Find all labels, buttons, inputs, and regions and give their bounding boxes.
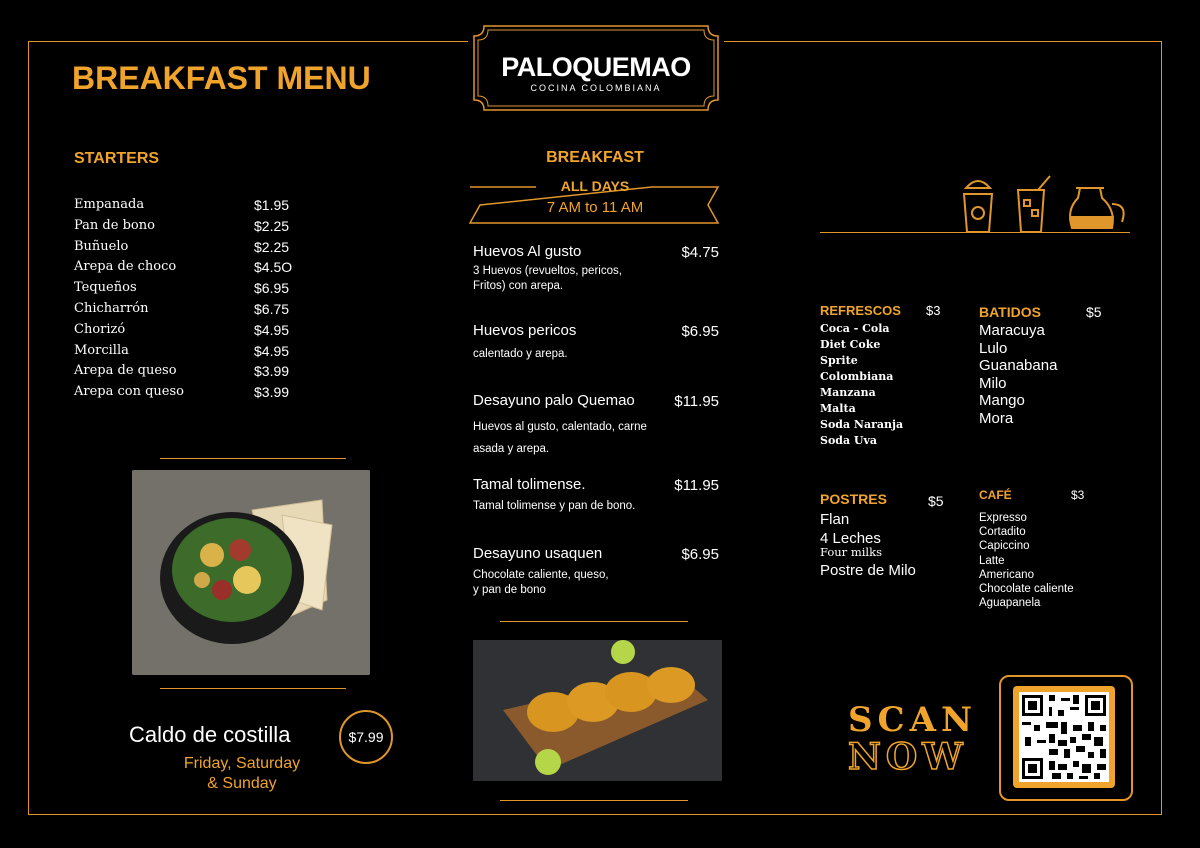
divider [820, 232, 1130, 233]
list-item: Soda Naranja [820, 418, 904, 431]
list-item: Chocolate caliente [979, 583, 1074, 596]
list-item: Capiccino [979, 540, 1030, 553]
frame-left [28, 41, 29, 815]
item-name: Huevos Al gusto [473, 243, 582, 260]
starters-heading: STARTERS [74, 150, 160, 167]
special-price: $7.99 [339, 710, 393, 764]
item-price: $4.75 [681, 244, 719, 261]
starter-item: Arepa con queso $3.99 [74, 384, 290, 401]
item-desc: Tamal tolimense y pan de bono. [473, 500, 636, 512]
starter-item: Arepa de choco $4.5O [74, 259, 293, 276]
cafe-list [979, 511, 1074, 610]
postre-item: 4 Leches [820, 530, 881, 547]
refrescos-price: $3 [926, 303, 941, 318]
list-item: Coca - Cola [820, 322, 890, 335]
page-title: BREAKFAST MENU [72, 60, 371, 96]
drinks-icon [958, 170, 1134, 236]
item-price: $6.95 [681, 546, 719, 563]
list-item: Sprite [820, 354, 858, 367]
postres-price: $5 [928, 493, 944, 509]
frame-top-left [28, 41, 468, 42]
starter-item: Tequeños $6.95 [74, 280, 290, 297]
item-price: $6.95 [681, 323, 719, 340]
postre-item: Flan [820, 511, 850, 528]
list-item: Diet Coke [820, 338, 881, 351]
divider [500, 800, 688, 801]
list-item: Americano [979, 568, 1034, 581]
soup-image [132, 470, 370, 675]
divider [160, 458, 346, 459]
item-desc: Huevos al gusto, calentado, carne asada y arepa. [473, 421, 647, 455]
cafe-heading: CAFÉ [979, 488, 1012, 502]
list-item: Mango [979, 392, 1025, 409]
breakfast-item [473, 322, 723, 362]
refrescos-heading: REFRESCOS [820, 303, 901, 318]
hours-label: 7 AM to 11 AM [546, 199, 644, 216]
postre-item-sub: Four milks [820, 545, 882, 559]
divider [500, 621, 688, 622]
frame-right [1161, 41, 1162, 815]
batidos-price: $5 [1086, 304, 1102, 320]
batidos-list [979, 322, 1057, 427]
starters-list [74, 197, 314, 405]
logo-subtitle: COCINA COLOMBIANA [530, 83, 662, 93]
postres-heading: POSTRES [820, 491, 887, 507]
starter-item: Morcilla $4.95 [74, 342, 290, 359]
list-item: Mora [979, 409, 1014, 427]
logo-title: PALOQUEMAO [501, 52, 691, 82]
item-desc: calentado y arepa. [473, 348, 568, 360]
starter-item: Empanada $1.95 [74, 197, 290, 213]
list-item: Expresso [979, 512, 1027, 524]
breakfast-heading: BREAKFAST [546, 149, 644, 166]
frame-top-right [724, 41, 1162, 42]
special-name: Caldo de costilla [129, 722, 291, 747]
breakfast-item [473, 476, 723, 514]
empanada-image [473, 640, 722, 781]
breakfast-item [473, 392, 723, 460]
item-name: Tamal tolimense. [473, 476, 586, 493]
list-item: Milo [979, 374, 1007, 392]
frame-bottom [28, 814, 1162, 815]
item-name: Desayuno usaquen [473, 545, 603, 562]
qr-code-icon [1019, 692, 1109, 782]
qr-code[interactable] [1019, 692, 1109, 782]
cafe-price: $3 [1071, 488, 1085, 502]
starter-item: Chorizó $4.95 [74, 321, 290, 338]
item-price: $11.95 [674, 477, 719, 494]
special-days: Friday, Saturday & Sunday [183, 755, 301, 792]
starter-item: Chicharrón $6.75 [74, 300, 290, 317]
soup-illustration [132, 470, 370, 675]
list-item: Aguapanela [979, 597, 1041, 610]
list-item: Lulo [979, 339, 1008, 357]
list-item: Malta [820, 402, 856, 415]
postre-item: Postre de Milo [820, 562, 916, 579]
item-desc: Chocolate caliente, queso, y pan de bono [473, 569, 609, 596]
list-item: Guanabana [979, 357, 1058, 374]
item-desc: 3 Huevos (revueltos, pericos, Fritos) con arepa. [473, 265, 622, 292]
empanada-illustration [473, 640, 722, 781]
list-item: Colombiana [820, 370, 894, 383]
scan-label: SCAN [848, 700, 978, 740]
divider [160, 688, 346, 689]
starter-item: Pan de bono $2.25 [74, 217, 290, 234]
item-name: Desayuno palo Quemao [473, 392, 635, 409]
starter-item: Arepa de queso $3.99 [74, 363, 290, 380]
list-item: Manzana [820, 386, 876, 399]
item-price: $11.95 [674, 393, 719, 410]
breakfast-item [473, 243, 723, 294]
list-item: Latte [979, 554, 1005, 567]
breakfast-item [473, 545, 723, 598]
list-item: Maracuya [979, 322, 1045, 339]
batidos-heading: BATIDOS [979, 304, 1041, 320]
list-item: Cortadito [979, 526, 1026, 539]
list-item: Soda Uva [820, 434, 878, 447]
refrescos-list [820, 321, 903, 449]
now-label: NOW [848, 736, 968, 778]
logo [470, 22, 722, 114]
item-name: Huevos pericos [473, 322, 577, 339]
all-days-label: ALL DAYS [560, 178, 630, 194]
starter-item: Buñuelo $2.25 [74, 238, 290, 255]
